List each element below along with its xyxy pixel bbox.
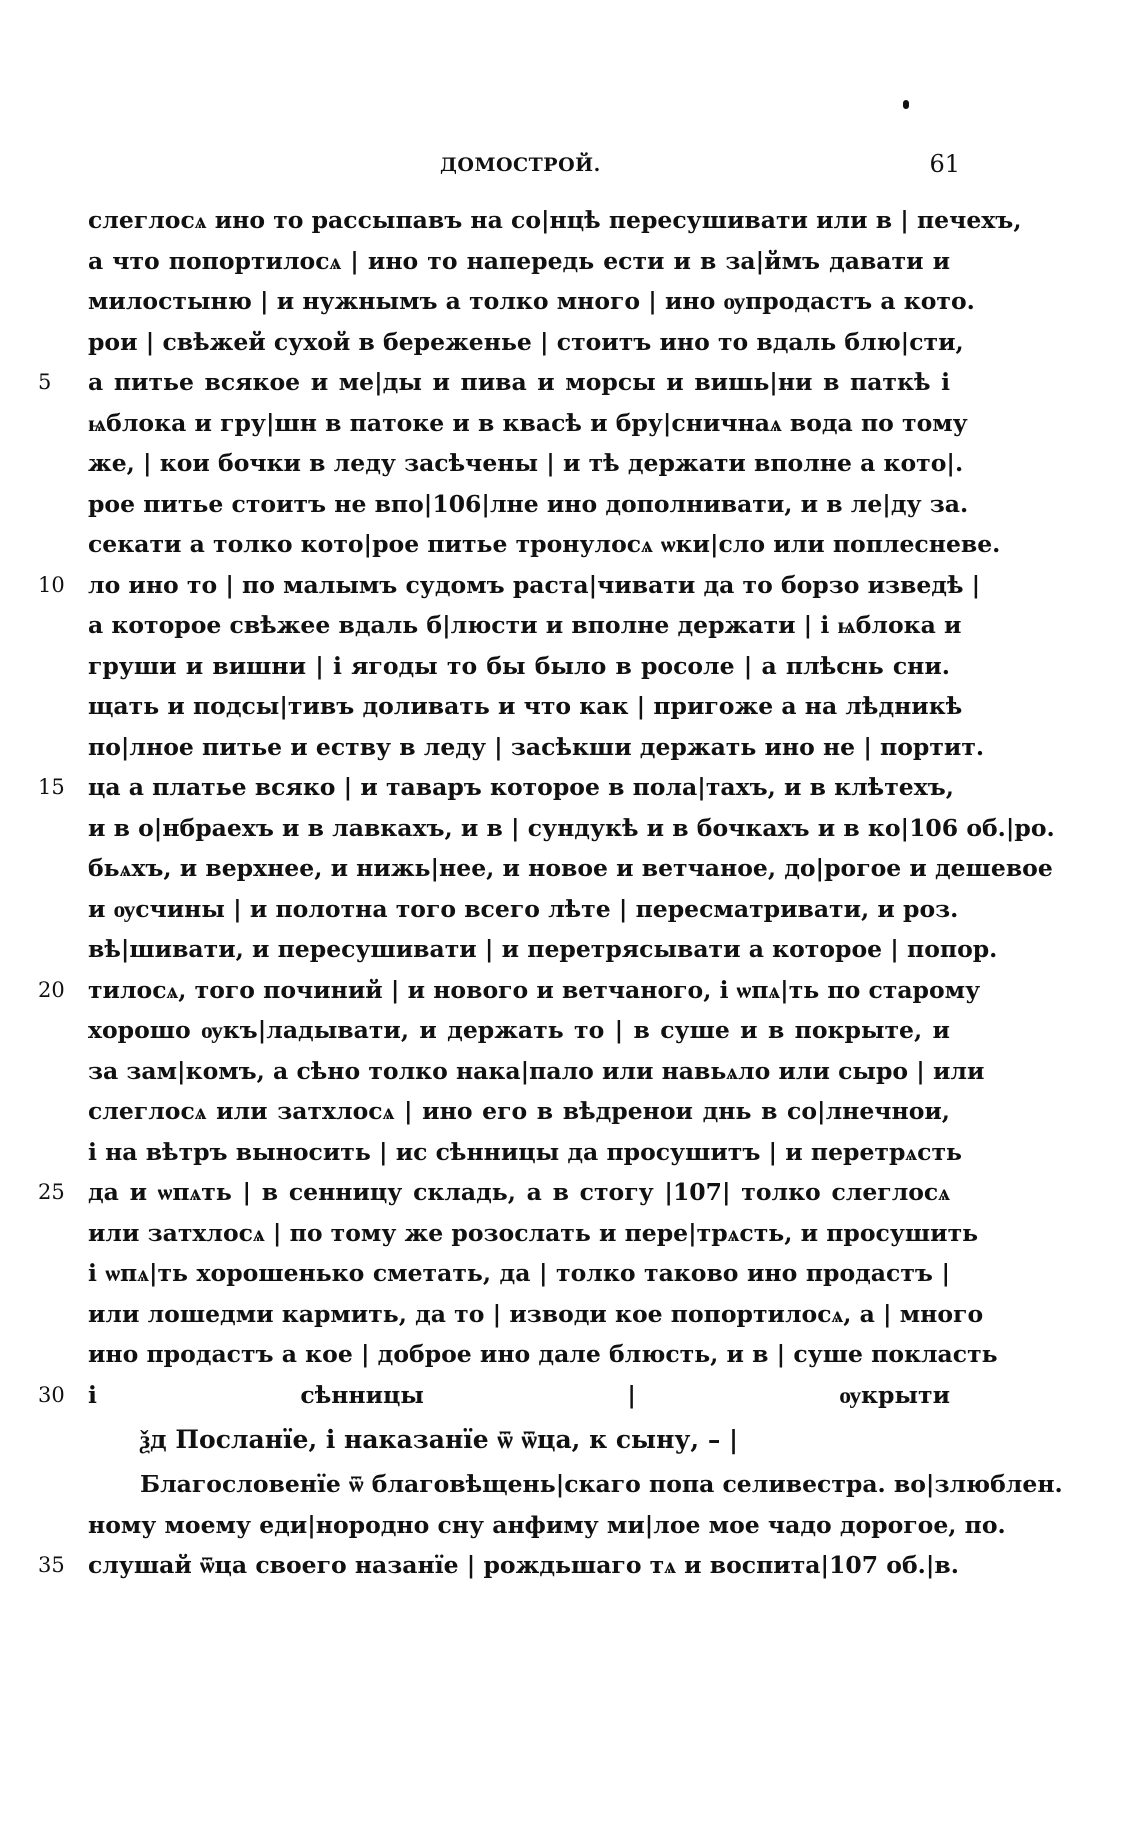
letter-text-block [38, 1464, 1063, 1586]
text-line [88, 1051, 985, 1092]
text-line [88, 1253, 950, 1294]
line-text: ному моему еди|нородно сну анфиму ми|лое мое чадо дорогое, по. [88, 1510, 1006, 1539]
line-text: секати а толко кото|рое питье тронулосѧ ѡки|сло или поплесневе. [88, 530, 1001, 558]
line-text: ца а платье всяко | и таваръ которое в пола|тахъ, и в клѣтехъ, [88, 773, 954, 801]
text-line [88, 1010, 950, 1051]
line-text: ло ино то | по малымъ судомъ раста|чивати да то борзо изведѣ | [88, 570, 981, 599]
line-text: же, | кои бочки в леду засѣчены | и тѣ держати вполне а кото|. [88, 449, 964, 477]
text-line [88, 1334, 998, 1375]
line-text: или затхлосѧ | по тому же розослать и пере|трѧсть, и просушить [88, 1218, 979, 1247]
section-title: ѯд Посланїе, і наказанїе ѿ ѿца, к сыну, – | [140, 1425, 739, 1454]
text-line [88, 727, 985, 768]
text-line [38, 565, 981, 606]
line-text: і ѡпѧ|ть хорошенько сметать, да | толко таково ино продастъ | [88, 1259, 950, 1287]
line-text: а питье всякое и ме|ды и пива и морсы и вишь|ни в паткѣ і [88, 368, 950, 396]
running-title: ДОМОСТРОЙ. [440, 154, 601, 176]
text-line [88, 1464, 1063, 1505]
text-line [38, 970, 981, 1011]
text-line [88, 241, 950, 282]
line-text: щать и подсы|тивъ доливать и что как | пригоже а на лѣдникѣ [88, 692, 963, 720]
line-text: слушай ѿца своего назанїе | рождьшаго тѧ и воспита|107 об.|в. [88, 1551, 959, 1579]
line-text: или лошедми кармить, да то | изводи кое попортилосѧ, а | много [88, 1299, 984, 1328]
line-text: тилосѧ, того починий | и нового и ветчаного, і ѡпѧ|ть по старому [88, 975, 981, 1004]
line-text: а что попортилосѧ | ино то напередь ести и в за|ймъ давати и [88, 246, 950, 275]
text-line [88, 808, 1055, 849]
text-line [88, 281, 975, 322]
line-text: по|лное питье и еству в леду | засѣкши держать ино не | портит. [88, 732, 985, 761]
line-text: і сѣнницы | ѹкрыти [88, 1380, 950, 1409]
line-text: ино продастъ а кое | доброе ино дале блюсть, и в | суше покласть [88, 1340, 998, 1368]
text-line [88, 929, 998, 970]
text-line [38, 362, 950, 403]
line-text: рое питье стоитъ не впо|106|лне ино дополнивати, и в ле|ду за. [88, 489, 969, 518]
line-text: слеглосѧ или затхлосѧ | ино его в вѣдренои днь в со|лнечнои, [88, 1097, 950, 1125]
line-text: а которое свѣжее вдаль б|люсти и вполне держати | і ѩблока и [88, 611, 962, 639]
page-header [440, 150, 960, 180]
text-line [88, 889, 959, 930]
line-text: ѩблока и гру|шн в патоке и в квасѣ и бру|сничнаѧ вода по тому [88, 408, 968, 437]
text-line [88, 605, 962, 646]
text-line [88, 484, 969, 525]
text-line [38, 1545, 959, 1586]
printed-dot [903, 100, 909, 109]
line-text: вѣ|шивати, и пересушивати | и перетрясывати а которое | попор. [88, 935, 998, 963]
main-text-block [38, 200, 1055, 1415]
line-number: 15 [38, 775, 65, 799]
line-text: і на вѣтръ выносить | ис сѣнницы да просушитъ | и перетрѧсть [88, 1137, 962, 1166]
text-line [88, 1213, 979, 1254]
line-number: 30 [38, 1382, 65, 1407]
line-number: 10 [38, 572, 65, 597]
line-text: и ѹсчины | и полотна того всего лѣте | пересматривати, и роз. [88, 894, 959, 923]
line-number: 5 [38, 370, 52, 394]
line-number: 35 [38, 1553, 65, 1577]
line-text: рои | свѣжей сухой в береженье | стоитъ ино то вдаль блю|сти, [88, 327, 964, 356]
text-line [88, 322, 964, 363]
line-number: 20 [38, 977, 65, 1002]
line-text: хорошо ѹкъ|ладывати, и держать то | в суше и в покрыте, и [88, 1016, 950, 1044]
text-line [88, 200, 1022, 241]
text-line [88, 1132, 962, 1173]
text-line [88, 1091, 950, 1132]
text-line [38, 1375, 950, 1416]
text-line [88, 443, 964, 484]
text-line [88, 848, 1053, 889]
page-number: 61 [929, 150, 960, 178]
line-text: милостыню | и нужнымъ а толко много | ино ѹпродастъ а кото. [88, 287, 975, 315]
line-text: груши и вишни | і ягоды то бы было в росоле | а плѣснь сни. [88, 651, 950, 680]
text-line [88, 1505, 1006, 1546]
text-line [38, 1172, 950, 1213]
text-line [88, 646, 950, 687]
text-line [88, 403, 968, 444]
line-text: слеглосѧ ино то рассыпавъ на со|нцѣ пересушивати или в | печехъ, [88, 206, 1022, 234]
text-line [88, 686, 963, 727]
line-number: 25 [38, 1180, 65, 1204]
line-text: и в о|нбраехъ и в лавкахъ, и в | сундукѣ и в бочкахъ и в ко|106 об.|ро. [88, 813, 1055, 842]
text-line [88, 1294, 984, 1335]
line-text: бьѧхъ, и верхнее, и нижь|нее, и новое и ветчаное, до|рогое и дешевое [88, 854, 1053, 882]
line-text: Благословенїе ѿ благовѣщень|скаго попа селивестра. во|злюблен. [140, 1470, 1063, 1498]
text-line [38, 767, 954, 808]
line-text: да и ѡпѧть | в сенницу складь, а в стогу |107| толко слеглосѧ [88, 1178, 950, 1206]
line-text: за зам|комъ, а сѣно толко нака|пало или навьѧло или сыро | или [88, 1056, 985, 1085]
text-line [88, 524, 1001, 565]
